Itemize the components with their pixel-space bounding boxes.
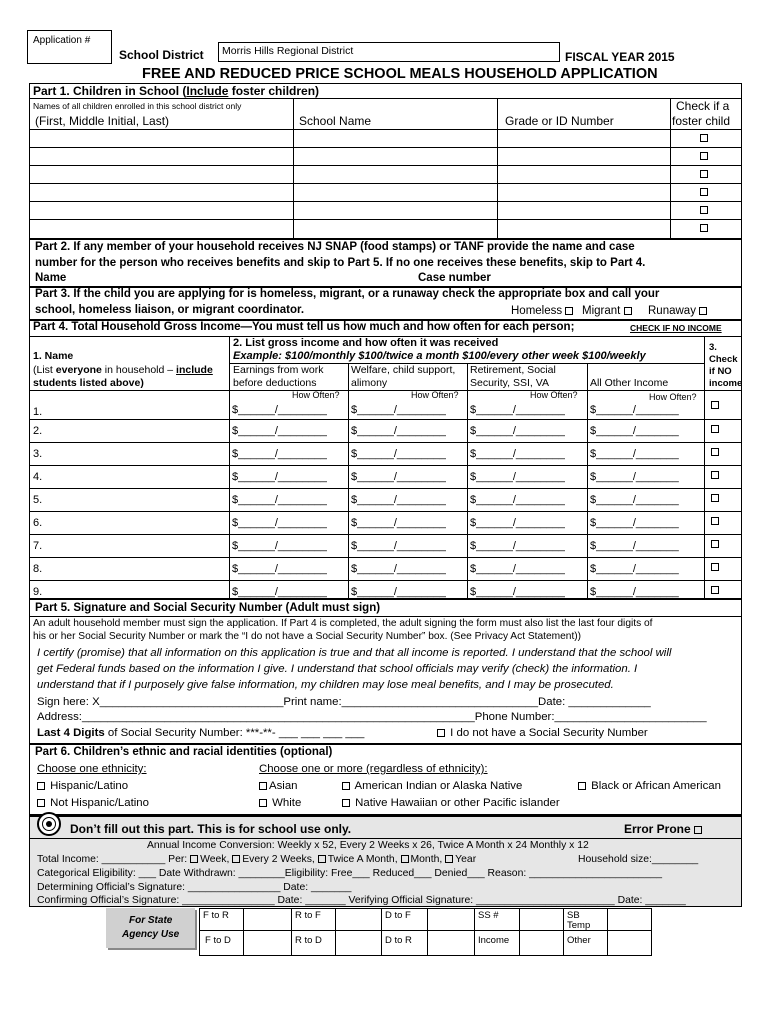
part1-col-grade: Grade or ID Number bbox=[505, 114, 614, 128]
how-often-label: How Often? bbox=[649, 392, 697, 402]
income-amount-field[interactable]: $______/_______ bbox=[590, 540, 679, 552]
not-hispanic-checkbox[interactable] bbox=[37, 799, 45, 807]
confirming-official[interactable]: Confirming Official’s Signature: ________________ Date: _______ Verifying Official Signature: ________________________ Date: _______ bbox=[37, 895, 686, 906]
income-amount-field[interactable]: $______/_______ bbox=[590, 586, 679, 598]
income-label: Income bbox=[478, 935, 510, 946]
other-income-header: All Other Income bbox=[590, 377, 669, 389]
hispanic-checkbox[interactable] bbox=[37, 782, 45, 790]
hispanic-option[interactable]: Hispanic/Latino bbox=[37, 780, 128, 792]
part4-col1-c: students listed above) bbox=[33, 377, 144, 389]
seal-icon bbox=[37, 812, 61, 836]
income-amount-field[interactable]: $______/________ bbox=[351, 586, 446, 598]
error-prone-checkbox[interactable] bbox=[694, 826, 702, 834]
district-value: Morris Hills Regional District bbox=[222, 45, 354, 57]
part1-title: Part 1. Children in School (Include foster children) bbox=[33, 84, 320, 98]
income-row-label: 7. bbox=[33, 540, 43, 552]
how-often-label: How Often? bbox=[530, 390, 578, 400]
address-line[interactable]: Address:______________________________________________________________Phone Number:________________________ bbox=[37, 711, 707, 723]
part1-names-note: Names of all children enrolled in this school district only bbox=[33, 101, 242, 111]
earnings-header1: Earnings from work bbox=[233, 364, 324, 376]
part4-col1-a: 1. Name bbox=[33, 350, 74, 362]
other-label: Other bbox=[567, 935, 591, 946]
ftod-label: F to D bbox=[205, 935, 231, 946]
part5-note2: his or her Social Security Number or mark the “I do not have a Social Security Number” box. (See Privacy Act Statement)) bbox=[33, 631, 582, 642]
foster-checkbox[interactable] bbox=[700, 186, 710, 198]
no-income-checkbox[interactable] bbox=[711, 538, 721, 550]
income-amount-field[interactable]: $______/________ bbox=[232, 563, 327, 575]
white-option[interactable]: White bbox=[259, 797, 301, 809]
week-checkbox[interactable] bbox=[190, 855, 198, 863]
income-amount-field[interactable]: $______/_______ bbox=[590, 471, 679, 483]
part5-title: Part 5. Signature and Social Security Number (Adult must sign) bbox=[35, 602, 381, 614]
part1-col-foster1: Check if a bbox=[676, 99, 730, 113]
check-no-income-ifno: if NO bbox=[709, 366, 732, 377]
income-amount-field[interactable]: $______/________ bbox=[470, 517, 565, 529]
how-often-label: How Often? bbox=[411, 390, 459, 400]
choose-ethnicity: Choose one ethnicity: bbox=[37, 763, 147, 775]
certification-line3: understand that if I purposely give false information, my children may lose meal benefits, and I may be prosecuted. bbox=[37, 679, 614, 691]
state-label1: For State bbox=[129, 915, 173, 926]
every-2-weeks-checkbox[interactable] bbox=[232, 855, 240, 863]
income-amount-field[interactable]: $______/________ bbox=[470, 494, 565, 506]
native-hawaiian-option[interactable]: Native Hawaiian or other Pacific islander bbox=[342, 797, 560, 809]
runaway-option[interactable]: Runaway bbox=[648, 305, 709, 317]
income-amount-field[interactable]: $______/________ bbox=[351, 517, 446, 529]
no-income-checkbox[interactable] bbox=[711, 515, 721, 527]
no-income-checkbox[interactable] bbox=[711, 561, 721, 573]
no-ssn-checkbox[interactable] bbox=[437, 729, 445, 737]
check-no-income-income: income bbox=[709, 378, 743, 389]
state-use-table bbox=[199, 908, 652, 956]
income-amount-field[interactable]: $______/_______ bbox=[590, 494, 679, 506]
determining-official[interactable]: Determining Official’s Signature: ________________ Date: _______ bbox=[37, 882, 352, 893]
income-amount-field[interactable]: $______/________ bbox=[232, 517, 327, 529]
state-agency-label-box bbox=[106, 908, 195, 948]
dtor-label: D to R bbox=[385, 935, 412, 946]
income-row-label: 5. bbox=[33, 494, 43, 506]
district-label: School District bbox=[119, 48, 204, 62]
part3-line2: school, homeless liaison, or migrant coordinator. bbox=[35, 304, 305, 316]
foster-checkbox[interactable] bbox=[700, 150, 710, 162]
certification-line1: I certify (promise) that all information on this application is true and that all income is reported. I understand that the school will bbox=[37, 647, 672, 659]
white-checkbox[interactable] bbox=[259, 799, 267, 807]
migrant-checkbox[interactable] bbox=[624, 307, 632, 315]
migrant-option[interactable]: Migrant bbox=[582, 305, 634, 317]
total-income-line[interactable]: Total Income: ___________ Per: Week, Every 2 Weeks, Twice A Month, Month, Year bbox=[37, 854, 477, 865]
month-checkbox[interactable] bbox=[401, 855, 409, 863]
no-income-checkbox[interactable] bbox=[711, 584, 721, 596]
income-amount-field[interactable]: $______/________ bbox=[232, 425, 327, 437]
income-row-label: 3. bbox=[33, 448, 43, 460]
income-row-label: 4. bbox=[33, 471, 43, 483]
part2-line1: Part 2. If any member of your household receives NJ SNAP (food stamps) or TANF provide the name and case bbox=[35, 241, 635, 253]
foster-checkbox[interactable] bbox=[700, 222, 710, 234]
part4-col1-b: (List everyone in household – include bbox=[33, 364, 213, 376]
no-income-checkbox[interactable] bbox=[711, 399, 721, 411]
check-no-income-check: Check bbox=[709, 354, 738, 365]
foster-checkbox[interactable] bbox=[700, 168, 710, 180]
income-row-label: 6. bbox=[33, 517, 43, 529]
black-option[interactable]: Black or African American bbox=[578, 780, 721, 792]
no-income-checkbox[interactable] bbox=[711, 446, 721, 458]
income-amount-field[interactable]: $______/_______ bbox=[590, 404, 679, 416]
how-often-label: How Often? bbox=[292, 390, 340, 400]
foster-checkbox[interactable] bbox=[700, 132, 710, 144]
homeless-checkbox[interactable] bbox=[565, 307, 573, 315]
part3-line1: Part 3. If the child you are applying for is homeless, migrant, or a runaway check the appropriate box and call your bbox=[35, 288, 660, 300]
earnings-header2: before deductions bbox=[233, 377, 317, 389]
black-checkbox[interactable] bbox=[578, 782, 586, 790]
income-amount-field[interactable]: $______/________ bbox=[470, 425, 565, 437]
income-amount-field[interactable]: $______/________ bbox=[470, 448, 565, 460]
income-amount-field[interactable]: $______/________ bbox=[351, 404, 446, 416]
certification-line2: get Federal funds based on the information I give. I understand that school officials may verify (check) the information. I bbox=[37, 663, 638, 675]
income-amount-field[interactable]: $______/________ bbox=[232, 471, 327, 483]
american-indian-checkbox[interactable] bbox=[342, 782, 350, 790]
homeless-option[interactable]: Homeless bbox=[511, 305, 575, 317]
income-amount-field[interactable]: $______/________ bbox=[470, 563, 565, 575]
income-amount-field[interactable]: $______/________ bbox=[470, 471, 565, 483]
native-hawaiian-checkbox[interactable] bbox=[342, 799, 350, 807]
part6-title: Part 6. Children’s ethnic and racial identities (optional) bbox=[35, 746, 333, 758]
error-prone-option[interactable]: Error Prone bbox=[624, 822, 704, 836]
income-amount-field[interactable]: $______/________ bbox=[470, 586, 565, 598]
asian-option[interactable]: Asian bbox=[259, 780, 298, 792]
check-no-income-3: 3. bbox=[709, 342, 717, 353]
part2-line2: number for the person who receives benefits and skip to Part 5. If no one receives these benefits, skip to Part 4. bbox=[35, 257, 646, 269]
income-amount-field[interactable]: $______/________ bbox=[351, 425, 446, 437]
part4-col2-title: 2. List gross income and how often it was received bbox=[233, 337, 499, 349]
income-amount-field[interactable]: $______/_______ bbox=[590, 425, 679, 437]
income-amount-field[interactable]: $______/________ bbox=[351, 448, 446, 460]
no-ssn-option[interactable]: I do not have a Social Security Number bbox=[437, 727, 648, 739]
income-amount-field[interactable]: $______/_______ bbox=[590, 517, 679, 529]
welfare-header1: Welfare, child support, bbox=[351, 364, 456, 376]
income-row-label: 9. bbox=[33, 586, 43, 598]
income-amount-field[interactable]: $______/_______ bbox=[590, 448, 679, 460]
part2-case-label: Case number bbox=[418, 272, 491, 284]
retirement-header1: Retirement, Social bbox=[470, 364, 556, 376]
income-amount-field[interactable]: $______/________ bbox=[232, 540, 327, 552]
temp-label: Temp bbox=[567, 920, 591, 931]
choose-race: Choose one or more (regardless of ethnicity): bbox=[259, 763, 488, 775]
part1-col-school: School Name bbox=[299, 114, 372, 128]
rtod-label: R to D bbox=[295, 935, 322, 946]
retirement-header2: Security, SSI, VA bbox=[470, 377, 549, 389]
part2-name-label: Name bbox=[35, 272, 67, 284]
ss-label: SS # bbox=[478, 910, 499, 921]
signature-line[interactable]: Sign here: X_____________________________Print name:_______________________________Date: _____________ bbox=[37, 696, 651, 708]
no-income-checkbox[interactable] bbox=[711, 423, 721, 435]
income-row-label: 2. bbox=[33, 425, 43, 437]
district-field[interactable] bbox=[218, 42, 560, 62]
income-amount-field[interactable]: $______/________ bbox=[232, 586, 327, 598]
ssn-line[interactable]: Last 4 Digits of Social Security Number: ***-**- ___ ___ ___ ___ bbox=[37, 727, 365, 739]
no-income-checkbox[interactable] bbox=[711, 492, 721, 504]
american-indian-option[interactable]: American Indian or Alaska Native bbox=[342, 780, 522, 792]
twice-month-checkbox[interactable] bbox=[318, 855, 326, 863]
income-amount-field[interactable]: $______/________ bbox=[232, 404, 327, 416]
income-amount-field[interactable]: $______/________ bbox=[351, 540, 446, 552]
page-title: FREE AND REDUCED PRICE SCHOOL MEALS HOUSEHOLD APPLICATION bbox=[142, 66, 658, 82]
income-amount-field[interactable]: $______/________ bbox=[351, 471, 446, 483]
rtof-label: R to F bbox=[295, 910, 321, 921]
sb-label: SB bbox=[567, 910, 580, 921]
not-hispanic-option[interactable]: Not Hispanic/Latino bbox=[37, 797, 149, 809]
income-amount-field[interactable]: $______/_______ bbox=[590, 563, 679, 575]
part4-title: Part 4. Total Household Gross Income—You must tell us how much and how often for each person; bbox=[33, 321, 575, 333]
dtof-label: D to F bbox=[385, 910, 411, 921]
school-use-title: Don’t fill out this part. This is for school use only. bbox=[70, 822, 352, 836]
income-row-label: 8. bbox=[33, 563, 43, 575]
no-income-checkbox[interactable] bbox=[711, 469, 721, 481]
income-amount-field[interactable]: $______/________ bbox=[232, 494, 327, 506]
runaway-checkbox[interactable] bbox=[699, 307, 707, 315]
ftor-label: F to R bbox=[203, 910, 229, 921]
application-label: Application # bbox=[33, 35, 91, 46]
application-number-box[interactable] bbox=[27, 30, 112, 64]
asian-checkbox[interactable] bbox=[259, 782, 267, 790]
fiscal-year: FISCAL YEAR 2015 bbox=[565, 50, 675, 64]
income-amount-field[interactable]: $______/________ bbox=[351, 494, 446, 506]
part1-col-foster2: foster child bbox=[672, 114, 731, 128]
year-checkbox[interactable] bbox=[445, 855, 453, 863]
income-amount-field[interactable]: $______/________ bbox=[470, 404, 565, 416]
part5-note1: An adult household member must sign the application. If Part 4 is completed, the adult signing the form must also list the last four digits of bbox=[33, 618, 653, 629]
part1-col-name: (First, Middle Initial, Last) bbox=[35, 114, 170, 128]
household-size[interactable]: Household size:________ bbox=[578, 854, 699, 865]
foster-checkbox[interactable] bbox=[700, 204, 710, 216]
part4-example: Example: $100/monthly $100/twice a month $100/every other week $100/weekly bbox=[233, 350, 646, 362]
welfare-header2: alimony bbox=[351, 377, 388, 389]
state-label2: Agency Use bbox=[122, 929, 180, 940]
income-amount-field[interactable]: $______/________ bbox=[351, 563, 446, 575]
income-conversion: Annual Income Conversion: Weekly x 52, Every 2 Weeks x 26, Twice A Month x 24 Monthly x 12 bbox=[147, 840, 589, 851]
part4-check-no-income: CHECK IF NO INCOME bbox=[630, 323, 722, 333]
income-row-label: 1. bbox=[33, 406, 43, 418]
income-amount-field[interactable]: $______/________ bbox=[470, 540, 565, 552]
categorical-eligibility[interactable]: Categorical Eligibility: ___ Date Withdrawn: ________Eligibility: Free___ Reduced___ Denied___ Reason: _______________________ bbox=[37, 868, 663, 879]
income-amount-field[interactable]: $______/________ bbox=[232, 448, 327, 460]
